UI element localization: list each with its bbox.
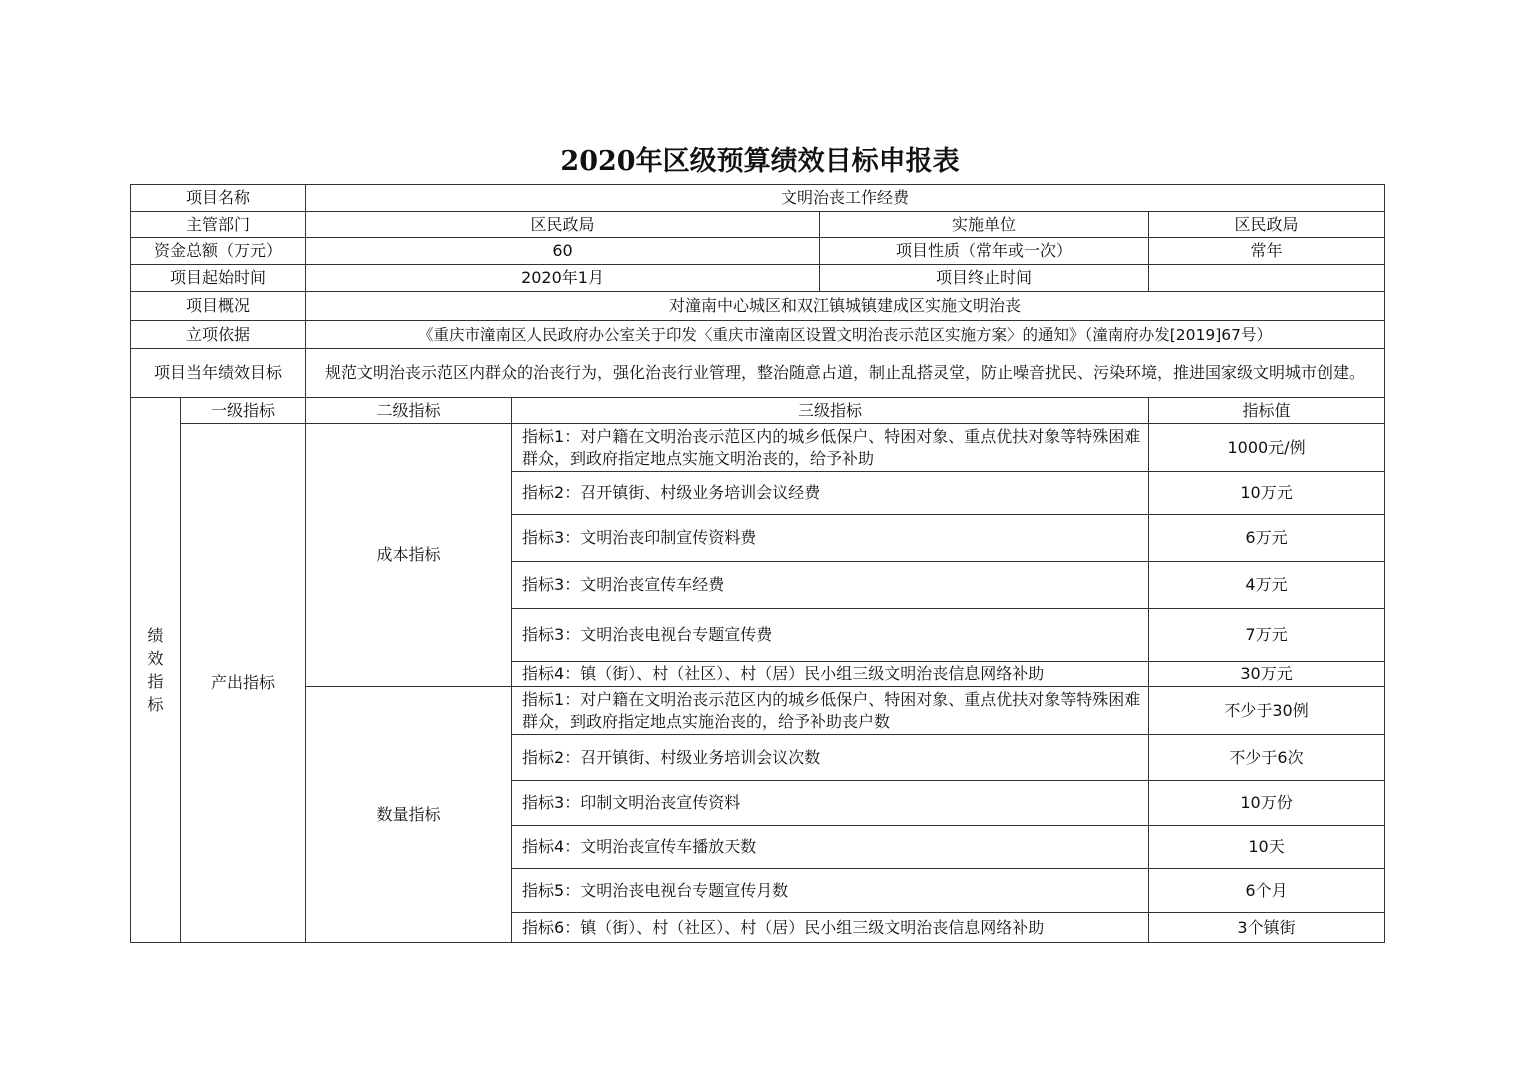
quantity-indicator-value: 3个镇街 [1149,913,1385,943]
end-label: 项目终止时间 [820,265,1149,292]
cost-indicator-label: 成本指标 [306,424,512,687]
quantity-indicator-value: 10天 [1149,826,1385,869]
dept-label: 主管部门 [131,212,306,238]
row-dept [131,212,1385,238]
impl-unit-value: 区民政局 [1149,212,1385,238]
cost-indicator-text: 指标3：文明治丧宣传车经费 [512,562,1149,609]
nature-label: 项目性质（常年或一次） [820,238,1149,265]
cost-indicator-value: 10万元 [1149,472,1385,515]
basis-label: 立项依据 [131,321,306,349]
cost-indicator-value: 1000元/例 [1149,424,1385,472]
row-funds [131,238,1385,265]
goal-value: 规范文明治丧示范区内群众的治丧行为，强化治丧行业管理，整治随意占道，制止乱搭灵堂，防止噪音扰民、污染环境，推进国家级文明城市创建。 [306,349,1385,398]
cost-indicator-text: 指标3：文明治丧电视台专题宣传费 [512,609,1149,662]
funds-value: 60 [306,238,820,265]
quantity-indicator-text: 指标4：文明治丧宣传车播放天数 [512,826,1149,869]
header-level1: 一级指标 [181,398,306,424]
cost-indicator-value: 4万元 [1149,562,1385,609]
quantity-indicator-text: 指标5：文明治丧电视台专题宣传月数 [512,869,1149,913]
quantity-indicator-label: 数量指标 [306,687,512,943]
budget-table [130,184,1385,943]
overview-value: 对潼南中心城区和双江镇城镇建成区实施文明治丧 [306,292,1385,321]
row-goal [131,349,1385,398]
row-project-name [131,185,1385,212]
cost-indicator-text: 指标1：对户籍在文明治丧示范区内的城乡低保户、特困对象、重点优扶对象等特殊困难群众，到政府指定地点实施文明治丧的，给予补助 [512,424,1149,472]
cost-indicator-text: 指标4：镇（街）、村（社区）、村（居）民小组三级文明治丧信息网络补助 [512,662,1149,687]
cost-indicator-value: 6万元 [1149,515,1385,562]
cost-indicator-text: 指标3：文明治丧印制宣传资料费 [512,515,1149,562]
project-name-label: 项目名称 [131,185,306,212]
start-label: 项目起始时间 [131,265,306,292]
page-title: 2020年区级预算绩效目标申报表 [560,146,960,177]
quantity-indicator-text: 指标3：印制文明治丧宣传资料 [512,781,1149,826]
overview-label: 项目概况 [131,292,306,321]
cost-indicator-value: 7万元 [1149,609,1385,662]
header-value: 指标值 [1149,398,1385,424]
level1-output-indicator: 产出指标 [181,424,306,943]
quantity-indicator-value: 6个月 [1149,869,1385,913]
quantity-indicator-text: 指标2：召开镇街、村级业务培训会议次数 [512,735,1149,781]
indicator-group-label: 绩效指标 [131,398,181,943]
project-name-value: 文明治丧工作经费 [306,185,1385,212]
row-dates [131,265,1385,292]
dept-value: 区民政局 [306,212,820,238]
table-row [131,424,1385,472]
end-value [1149,265,1385,292]
basis-value: 《重庆市潼南区人民政府办公室关于印发〈重庆市潼南区设置文明治丧示范区实施方案〉的通知》（潼南府办发[2019]67号） [306,321,1385,349]
quantity-indicator-text: 指标1：对户籍在文明治丧示范区内的城乡低保户、特困对象、重点优扶对象等特殊困难群众，到政府指定地点实施治丧的，给予补助丧户数 [512,687,1149,735]
quantity-indicator-value: 不少于6次 [1149,735,1385,781]
cost-indicator-value: 30万元 [1149,662,1385,687]
impl-unit-label: 实施单位 [820,212,1149,238]
quantity-indicator-value: 不少于30例 [1149,687,1385,735]
row-overview [131,292,1385,321]
header-level2: 二级指标 [306,398,512,424]
cost-indicator-text: 指标2：召开镇街、村级业务培训会议经费 [512,472,1149,515]
quantity-indicator-value: 10万份 [1149,781,1385,826]
header-level3: 三级指标 [512,398,1149,424]
row-basis [131,321,1385,349]
quantity-indicator-text: 指标6：镇（街）、村（社区）、村（居）民小组三级文明治丧信息网络补助 [512,913,1149,943]
nature-value: 常年 [1149,238,1385,265]
goal-label: 项目当年绩效目标 [131,349,306,398]
start-value: 2020年1月 [306,265,820,292]
table-row [131,687,1385,735]
row-indicator-header [131,398,1385,424]
funds-label: 资金总额（万元） [131,238,306,265]
